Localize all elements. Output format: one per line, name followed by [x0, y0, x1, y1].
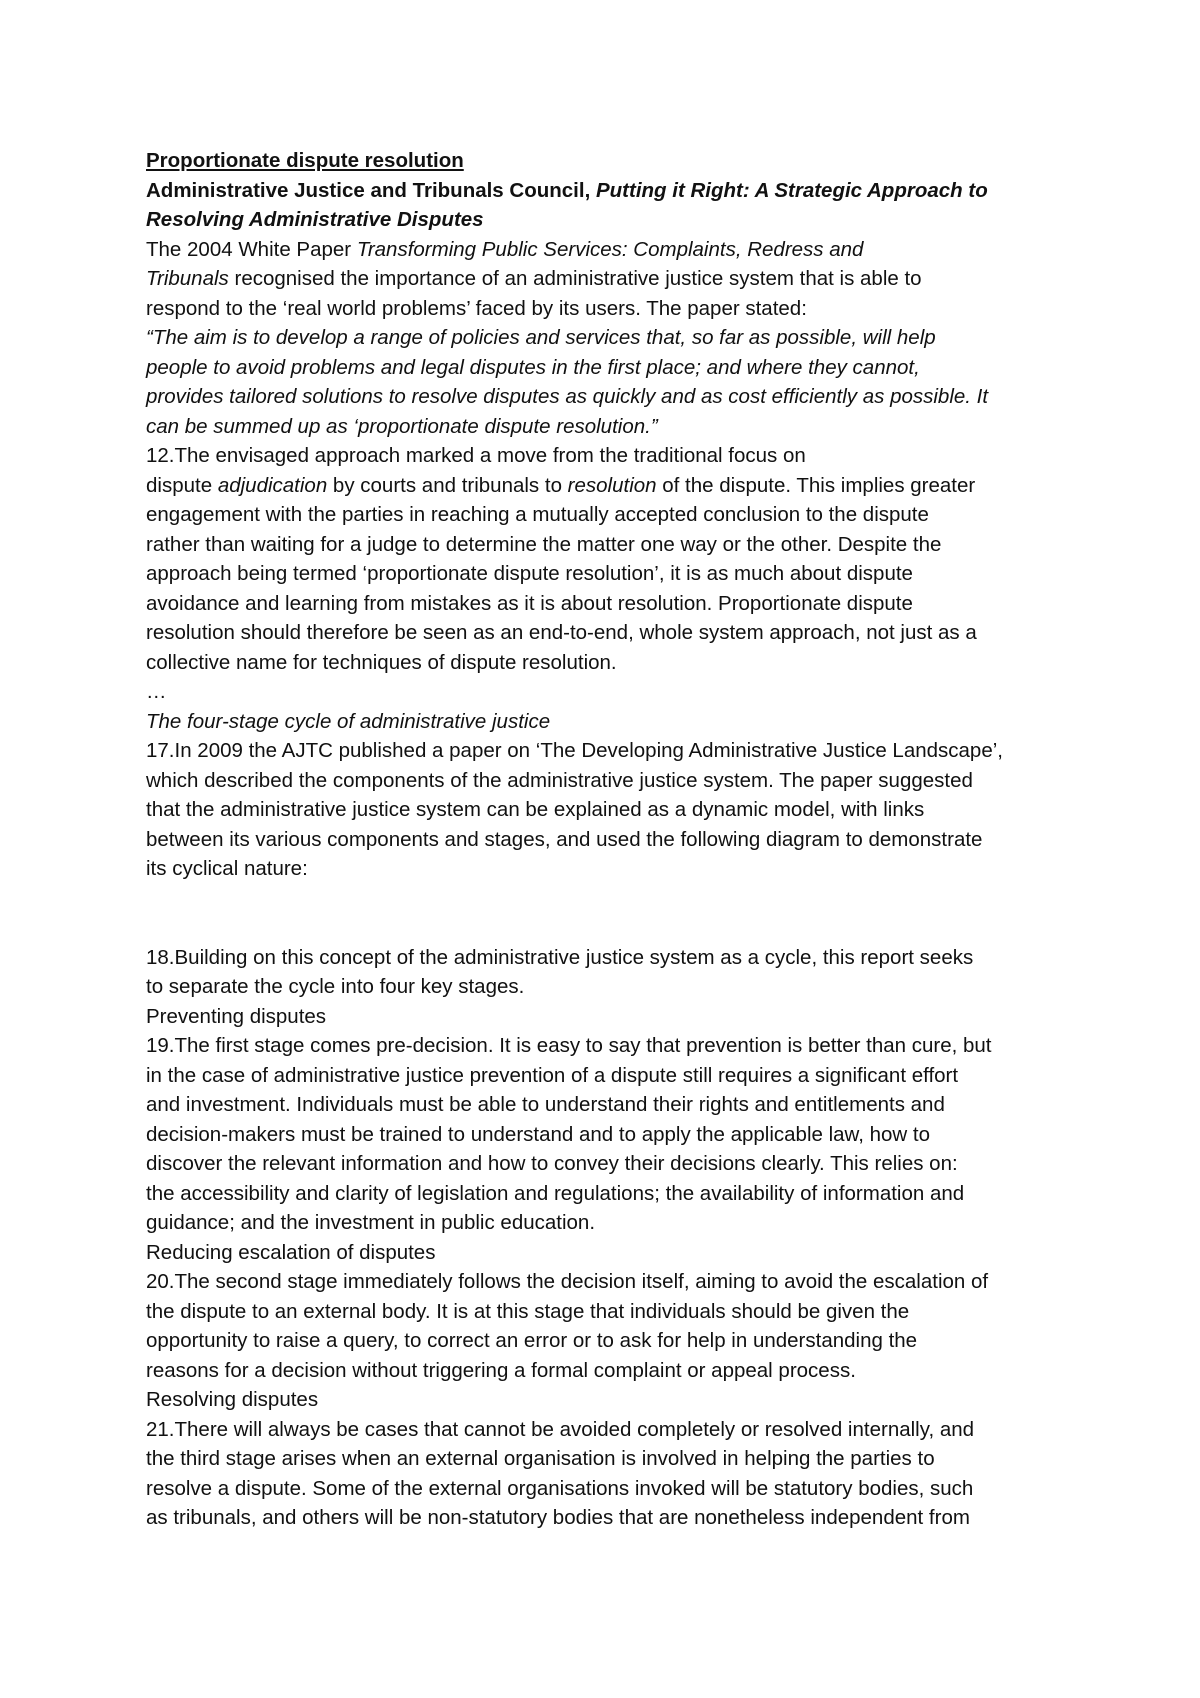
paragraph-21-line: the third stage arises when an external organisation is involved in helping the parties to — [146, 1447, 935, 1470]
paragraph-18-line: 18.Building on this concept of the administrative justice system as a cycle, this report seeks — [146, 945, 974, 969]
source-citation-line-2: Resolving Administrative Disputes — [146, 208, 484, 231]
text-run: of the dispute. This implies greater — [656, 473, 976, 497]
text-run: The 2004 White Paper — [146, 237, 357, 261]
source-author: Administrative Justice and Tribunals Council, — [146, 178, 596, 202]
white-paper-title-cont: Tribunals — [146, 267, 229, 290]
paragraph-17-line: 17.In 2009 the AJTC published a paper on ‘The Developing Administrative Justice Landscape’, — [146, 739, 1003, 762]
paragraph-17-line: that the administrative justice system can be explained as a dynamic model, with links — [146, 798, 925, 821]
text-run: recognised the importance of an administrative justice system that is able to — [228, 267, 922, 290]
paragraph-12-line: rather than waiting for a judge to determine the matter one way or the other. Despite the — [146, 532, 942, 556]
paragraph-21-line: 21.There will always be cases that cannot be avoided completely or resolved internally, and — [146, 1417, 975, 1441]
paragraph-17-line: between its various components and stages, and used the following diagram to demonstrate — [146, 827, 983, 851]
source-title: Putting it Right: A Strategic Approach to — [595, 178, 988, 202]
quote-line: “The aim is to develop a range of policies and services that, so far as possible, will help — [146, 326, 936, 349]
heading-resolving-disputes: Resolving disputes — [146, 1388, 319, 1411]
paragraph-12-line: approach being termed ‘proportionate dispute resolution’, it is as much about dispute — [146, 562, 913, 585]
paragraph-intro-line — [146, 235, 1070, 265]
paragraph-19-line: decision-makers must be trained to understand and to apply the applicable law, how to — [146, 1122, 931, 1146]
source-citation-line-1 — [146, 176, 1070, 206]
paragraph-21-line: resolve a dispute. Some of the external organisations invoked will be statutory bodies, such — [146, 1476, 974, 1500]
paragraph-18-line: to separate the cycle into four key stages. — [146, 975, 525, 998]
white-paper-title: Transforming Public Services: Complaints, Redress and — [356, 237, 864, 261]
paragraph-19-line: discover the relevant information and how to convey their decisions clearly. This relies on: — [146, 1152, 958, 1175]
paragraph-19-line: 19.The first stage comes pre-decision. It is easy to say that prevention is better than cure, but — [146, 1034, 992, 1057]
paragraph-20-line: the dispute to an external body. It is at this stage that individuals should be given the — [146, 1299, 910, 1323]
paragraph-17-line: its cyclical nature: — [146, 857, 308, 880]
paragraph-12-line — [146, 471, 1070, 501]
document-page — [146, 146, 1070, 1533]
emphasis-adjudication: adjudication — [217, 473, 328, 497]
paragraph-20-line: reasons for a decision without triggering a formal complaint or appeal process. — [146, 1358, 856, 1382]
paragraph-12-line: collective name for techniques of dispute resolution. — [146, 650, 617, 674]
diagram-placeholder-gap — [146, 884, 1070, 943]
document-title: Proportionate dispute resolution — [146, 149, 464, 172]
paragraph-12-line: resolution should therefore be seen as an end-to-end, whole system approach, not just as a — [146, 621, 977, 644]
emphasis-resolution: resolution — [567, 473, 657, 497]
subheading-four-stage-cycle: The four-stage cycle of administrative justice — [146, 709, 551, 733]
text-run: dispute — [146, 473, 218, 497]
quote-line: provides tailored solutions to resolve disputes as quickly and as cost efficiently as possible. It — [146, 385, 989, 408]
ellipsis: … — [146, 680, 167, 703]
paragraph-intro-line: respond to the ‘real world problems’ faced by its users. The paper stated: — [146, 296, 807, 320]
paragraph-21-line: as tribunals, and others will be non-statutory bodies that are nonetheless independent from — [146, 1506, 970, 1529]
paragraph-19-line: and investment. Individuals must be able to understand their rights and entitlements and — [146, 1093, 945, 1116]
paragraph-20-line: opportunity to raise a query, to correct an error or to ask for help in understanding the — [146, 1329, 918, 1352]
paragraph-19-line: in the case of administrative justice prevention of a dispute still requires a significant effort — [146, 1063, 959, 1087]
paragraph-12-line: 12.The envisaged approach marked a move from the traditional focus on — [146, 444, 806, 467]
paragraph-17-line: which described the components of the administrative justice system. The paper suggested — [146, 768, 973, 792]
quote-line: can be summed up as ‘proportionate dispute resolution.” — [146, 414, 658, 438]
heading-reducing-escalation: Reducing escalation of disputes — [146, 1240, 436, 1264]
paragraph-19-line: guidance; and the investment in public education. — [146, 1211, 596, 1234]
paragraph-19-line: the accessibility and clarity of legislation and regulations; the availability of information and — [146, 1181, 965, 1205]
paragraph-12-line: avoidance and learning from mistakes as it is about resolution. Proportionate dispute — [146, 591, 913, 615]
paragraph-20-line: 20.The second stage immediately follows the decision itself, aiming to avoid the escalation of — [146, 1270, 989, 1293]
paragraph-12-line: engagement with the parties in reaching a mutually accepted conclusion to the dispute — [146, 503, 929, 526]
quote-line: people to avoid problems and legal disputes in the first place; and where they cannot, — [146, 355, 920, 379]
heading-preventing-disputes: Preventing disputes — [146, 1004, 327, 1028]
paragraph-intro-line — [146, 264, 1070, 294]
text-run: by courts and tribunals to — [327, 473, 568, 497]
